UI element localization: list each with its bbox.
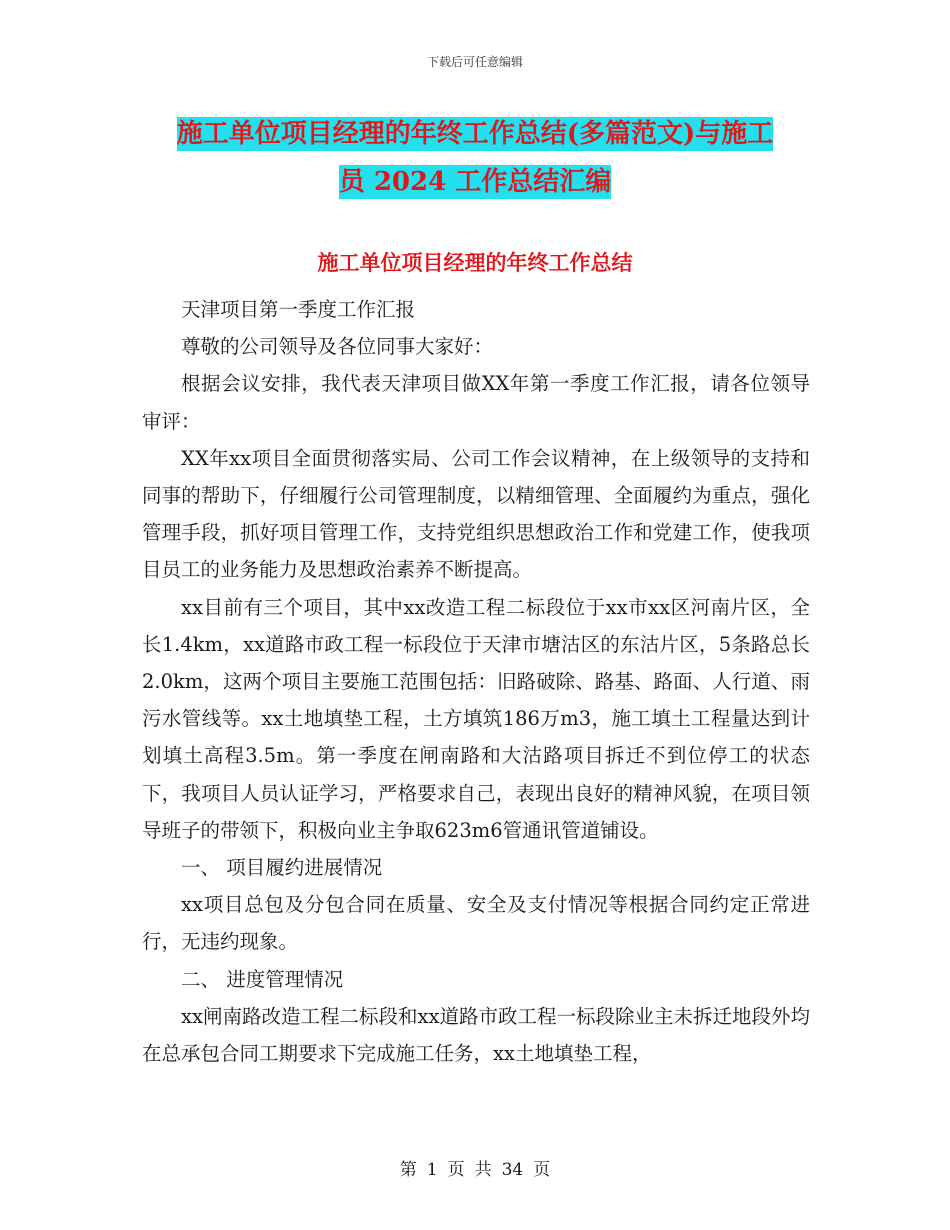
section-title: 施工单位项目经理的年终工作总结 [317,250,633,275]
footer-total-pages: 34 [501,1160,524,1180]
page-footer [0,1155,950,1180]
footer-total-word: 页 [533,1160,551,1180]
title-highlight-1: 施工单位项目经理的年终工作总结(多篇范文)与施工 [176,119,774,149]
header-note: 下载后可任意编辑 [426,55,523,69]
paragraph: XX年xx项目全面贯彻落实局、公司工作会议精神，在上级领导的支持和同事的帮助下，仔细履行公司管理制度，以精细管理、全面履约为重点，强化管理手段，抓好项目管理工作，支持党组织思想政治工作和党建工作，使我项目员工的业务能力及思想政治素养不断提高。 [142,446,810,582]
paragraph: 天津项目第一季度工作汇报 [181,298,416,321]
document-title-line-2 [0,158,950,206]
paragraph: xx目前有三个项目，其中xx改造工程二标段位于xx市xx区河南片区，全长1.4km，xx道路市政工程一标段位于天津市塘沽区的东沽片区，5条路总长2.0km，这两个项目主要施工范围包括：旧路破除、路基、路面、人行道、雨污水管线等。xx土地填垫工程，土方填筑186万m3，施工填土工程量达到计划填土高程3.5m。第一季度在闸南路和大沽路项目拆迁不到位停工的状态下，我项目人员认证学习，严格要求自己，表现出良好的精神风貌，在项目领导班子的带领下，积极向业主争取623m6管通讯管道铺设。 [142,595,810,842]
paragraph: xx闸南路改造工程二标段和xx道路市政工程一标段除业主未拆迁地段外均在总承包合同工期要求下完成施工任务，xx土地填垫工程， [142,1004,810,1066]
footer-page-prefix: 第 [399,1160,417,1180]
footer-page-word: 页 [447,1160,465,1180]
paragraph: 根据会议安排，我代表天津项目做XX年第一季度工作汇报，请各位领导审评： [142,372,810,433]
document-body [142,291,810,1072]
paragraph-heading: 二、 进度管理情况 [181,967,344,991]
paragraph: 尊敬的公司领导及各位同事大家好： [181,335,494,359]
footer-total-prefix: 共 [474,1160,492,1180]
document-title [0,110,950,206]
paragraph: xx项目总包及分包合同在质量、安全及支付情况等根据合同约定正常进行，无违约现象。 [142,893,810,954]
footer-page-number: 1 [426,1160,438,1180]
document-title-line-1 [0,110,950,158]
paragraph-heading: 一、 项目履约进展情况 [181,856,383,880]
title-highlight-2: 员 2024 工作总结汇编 [338,167,612,197]
